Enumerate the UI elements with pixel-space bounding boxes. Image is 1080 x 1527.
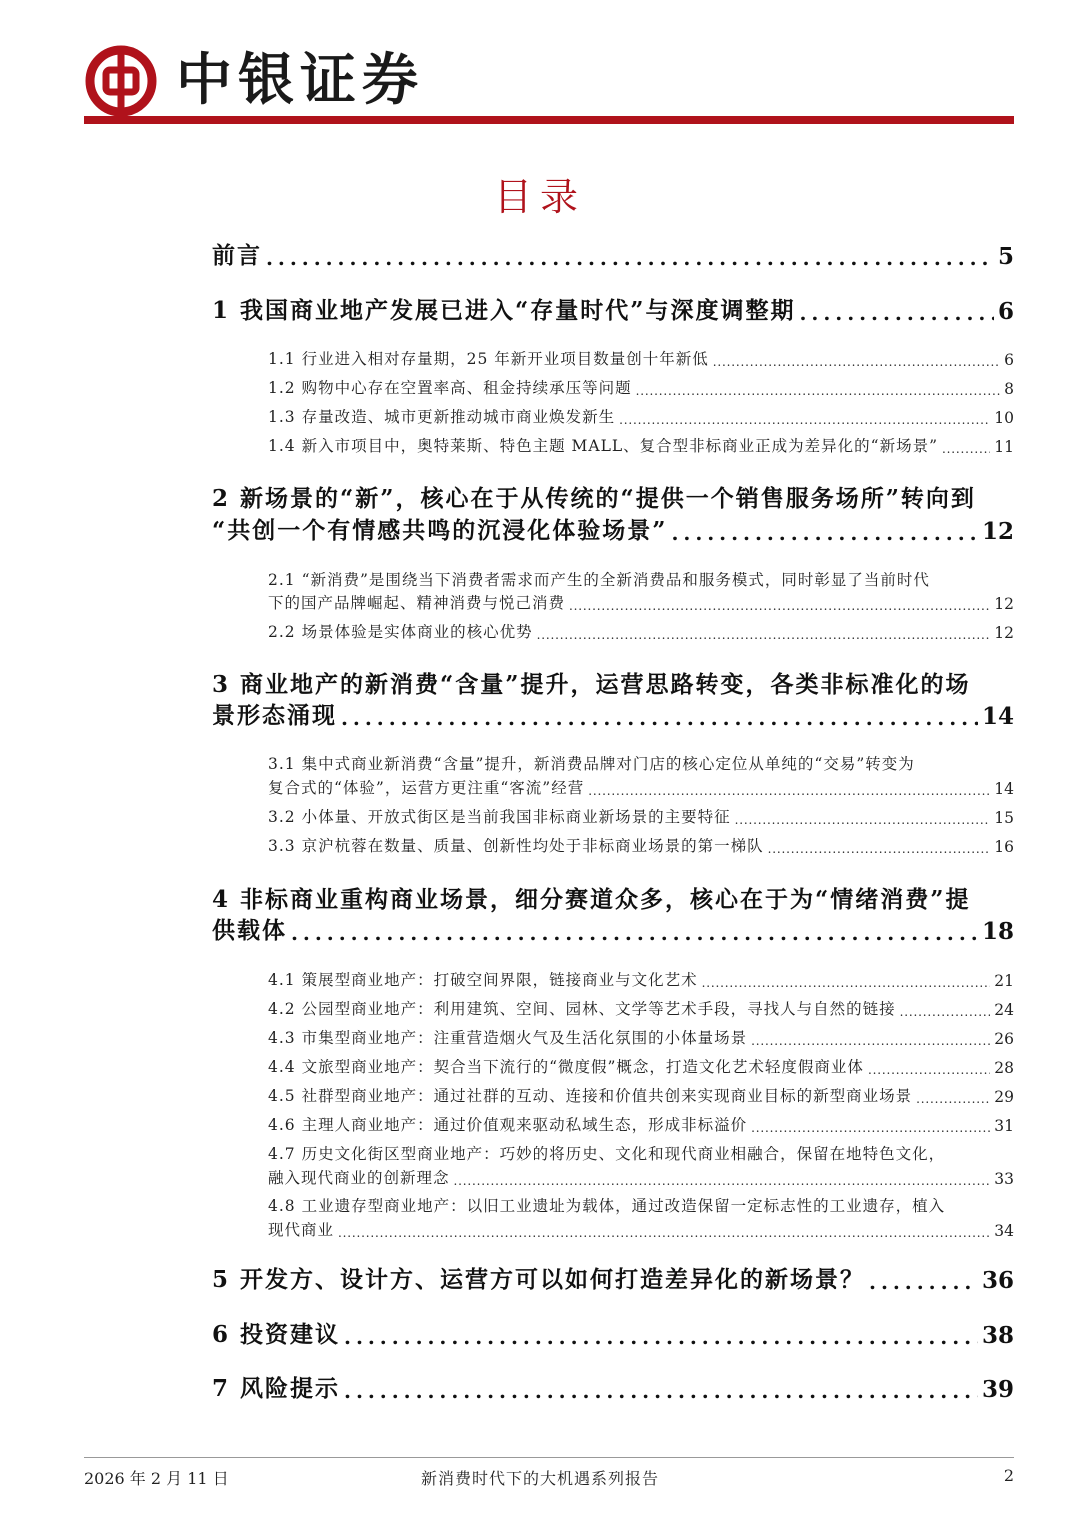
toc-entry-title: 4.2 公园型商业地产：利用建筑、空间、园林、文学等艺术手段，寻找人与自然的链接: [268, 1000, 896, 1018]
dot-leader: [702, 976, 991, 990]
toc-entry-4-3[interactable]: [268, 1026, 1014, 1048]
toc-page-number: 21: [994, 972, 1014, 990]
toc-page-number: 36: [981, 1267, 1014, 1294]
dot-leader: [619, 413, 990, 427]
toc-page-number: 34: [994, 1222, 1014, 1240]
toc-entry-section-2[interactable]: [212, 515, 1014, 545]
toc-page-number: 8: [1004, 380, 1014, 398]
header-divider: [84, 116, 1014, 124]
toc-entry-section-1[interactable]: [212, 295, 1014, 325]
toc-page-number: 5: [997, 243, 1014, 270]
footer-divider: [84, 1457, 1014, 1458]
toc-page-number: 18: [981, 918, 1014, 945]
dot-leader: [344, 1325, 978, 1349]
toc-entry-title: 1.2 购物中心存在空置率高、租金持续承压等问题: [268, 379, 632, 397]
dot-leader: [869, 1270, 978, 1294]
dot-leader: [799, 301, 994, 325]
dot-leader: [751, 1121, 990, 1135]
dot-leader: [266, 246, 994, 270]
dot-leader: [636, 384, 1001, 398]
footer-date: 2026 年 2 月 11 日: [84, 1469, 229, 1488]
toc-entry-3-2[interactable]: [268, 805, 1014, 827]
toc-entry-title: 1.3 存量改造、城市更新推动城市商业焕发新生: [268, 408, 616, 426]
dot-leader: [569, 599, 990, 613]
toc-entry-4-2[interactable]: [268, 997, 1014, 1019]
toc-entry-title: 下的国产品牌崛起、精神消费与悦己消费: [268, 594, 566, 612]
toc-entry-title: 现代商业: [268, 1221, 335, 1239]
toc-entry-title: 前言: [212, 242, 262, 269]
toc-entry-preface[interactable]: [212, 240, 1014, 270]
toc-entry-title: 3.3 京沪杭蓉在数量、质量、创新性均处于非标商业场景的第一梯队: [268, 837, 764, 855]
toc-entry-section-2-line1[interactable]: 2 新场景的“新”，核心在于从传统的“提供一个销售服务场所”转向到: [212, 485, 976, 512]
toc-entry-section-3-line1[interactable]: 3 商业地产的新消费“含量”提升，运营思路转变，各类非标准化的场: [212, 671, 971, 698]
toc-entry-title: 复合式的“体验”，运营方更注重“客流”经营: [268, 779, 585, 797]
toc-entry-title: 景形态涌现: [212, 702, 337, 729]
toc-page-number: 33: [994, 1170, 1014, 1188]
toc-entry-section-6[interactable]: [212, 1319, 1014, 1349]
toc-entry-section-5[interactable]: [212, 1264, 1014, 1294]
toc-page-number: 38: [981, 1322, 1014, 1349]
toc-entry-2-1-line1[interactable]: 2.1 “新消费”是围绕当下消费者需求而产生的全新消费品和服务模式，同时彰显了当前时代: [268, 571, 930, 589]
toc-entry-title: 4.1 策展型商业地产：打破空间界限，链接商业与文化艺术: [268, 971, 698, 989]
toc-page-number: 39: [981, 1376, 1014, 1403]
toc-page-number: 15: [994, 809, 1014, 827]
toc-page-number: 6: [997, 298, 1014, 325]
report-header: [84, 38, 1014, 128]
dot-leader: [735, 813, 991, 827]
toc-entry-1-4[interactable]: [268, 434, 1014, 456]
dot-leader: [768, 842, 991, 856]
toc-entry-3-3[interactable]: [268, 834, 1014, 856]
dot-leader: [338, 1226, 990, 1240]
toc-page-number: 12: [981, 518, 1014, 545]
toc-entry-title: 供载体: [212, 917, 287, 944]
toc-entry-section-4[interactable]: [212, 915, 1014, 945]
dot-leader: [900, 1005, 991, 1019]
toc-entry-title: 4.4 文旅型商业地产：契合当下流行的“微度假”概念，打造文化艺术轻度假商业体: [268, 1058, 864, 1076]
dot-leader: [713, 355, 1000, 369]
toc-entry-title: 7 风险提示: [212, 1375, 341, 1402]
toc-page-number: 16: [994, 838, 1014, 856]
toc-entry-title: 2.2 场景体验是实体商业的核心优势: [268, 623, 533, 641]
toc-entry-section-7[interactable]: [212, 1373, 1014, 1403]
dot-leader: [868, 1063, 990, 1077]
toc-page-number: 31: [994, 1117, 1014, 1135]
toc-entry-title: 6 投资建议: [212, 1321, 341, 1348]
dot-leader: [671, 521, 978, 545]
toc-page-number: 14: [981, 703, 1014, 730]
toc-entry-2-2[interactable]: [268, 620, 1014, 642]
dot-leader: [588, 784, 990, 798]
toc-entry-title: 4.6 主理人商业地产：通过价值观来驱动私域生态，形成非标溢价: [268, 1116, 748, 1134]
toc-entry-title: 1.1 行业进入相对存量期，25 年新开业项目数量创十年新低: [268, 350, 709, 368]
toc-entry-title: “共创一个有情感共鸣的沉浸化体验场景”: [212, 517, 668, 544]
toc-entry-section-3[interactable]: [212, 700, 1014, 730]
toc-page-number: 6: [1004, 351, 1014, 369]
dot-leader: [341, 706, 978, 730]
toc-entry-section-4-line1[interactable]: 4 非标商业重构商业场景，细分赛道众多，核心在于为“情绪消费”提: [212, 886, 971, 913]
toc-page-number: 29: [994, 1088, 1014, 1106]
toc-entry-1-3[interactable]: [268, 405, 1014, 427]
footer-report-title: 新消费时代下的大机遇系列报告: [420, 1469, 659, 1488]
toc-page-number: 10: [994, 409, 1014, 427]
toc-entry-title: 融入现代商业的创新理念: [268, 1169, 450, 1187]
toc-entry-4-6[interactable]: [268, 1113, 1014, 1135]
toc-page-number: 12: [994, 624, 1014, 642]
bank-of-china-logo-icon: [84, 44, 158, 118]
dot-leader: [344, 1379, 978, 1403]
toc-entry-4-7-line1[interactable]: 4.7 历史文化街区型商业地产：巧妙的将历史、文化和现代商业相融合，保留在地特色文化，: [268, 1145, 946, 1163]
toc-entry-title: 1 我国商业地产发展已进入“存量时代”与深度调整期: [212, 297, 796, 324]
toc-page-number: 14: [994, 780, 1014, 798]
dot-leader: [454, 1174, 991, 1188]
dot-leader: [942, 442, 990, 456]
toc-page-number: 11: [994, 438, 1014, 456]
toc-page-number: 28: [994, 1059, 1014, 1077]
toc-page-number: 24: [994, 1001, 1014, 1019]
toc-entry-title: 1.4 新入市项目中，奥特莱斯、特色主题 MALL、复合型非标商业正成为差异化的“新场景”: [268, 437, 939, 455]
toc-entry-4-8[interactable]: [268, 1218, 1014, 1240]
toc-entry-2-1[interactable]: [268, 591, 1014, 613]
toc-entry-3-1[interactable]: [268, 776, 1014, 798]
toc-entry-4-8-line1[interactable]: 4.8 工业遗存型商业地产：以旧工业遗址为载体，通过改造保留一定标志性的工业遗存，植入: [268, 1197, 946, 1215]
toc-entry-4-1[interactable]: [268, 968, 1014, 990]
toc-entry-4-4[interactable]: [268, 1055, 1014, 1077]
toc-entry-title: 4.5 社群型商业地产：通过社群的互动、连接和价值共创来实现商业目标的新型商业场景: [268, 1087, 913, 1105]
toc-entry-title: 5 开发方、设计方、运营方可以如何打造差异化的新场景？: [212, 1266, 866, 1293]
toc-entry-title: 4.3 市集型商业地产：注重营造烟火气及生活化氛围的小体量场景: [268, 1029, 748, 1047]
dot-leader: [291, 921, 978, 945]
dot-leader: [916, 1092, 990, 1106]
toc-entry-4-5[interactable]: [268, 1084, 1014, 1106]
toc-entry-4-7[interactable]: [268, 1166, 1014, 1188]
page-title: 目录: [493, 175, 586, 219]
toc-entry-1-2[interactable]: [268, 376, 1014, 398]
toc-entry-title: 3.2 小体量、开放式街区是当前我国非标商业新场景的主要特征: [268, 808, 731, 826]
toc-entry-3-1-line1[interactable]: 3.1 集中式商业新消费“含量”提升，新消费品牌对门店的核心定位从单纯的“交易”转变为: [268, 755, 915, 773]
dot-leader: [751, 1034, 990, 1048]
toc-page-number: 26: [994, 1030, 1014, 1048]
footer-page-number: 2: [1003, 1466, 1014, 1485]
toc-page-number: 12: [994, 595, 1014, 613]
brand-name: 中银证券: [176, 48, 424, 113]
toc-entry-1-1[interactable]: [268, 347, 1014, 369]
dot-leader: [537, 628, 991, 642]
